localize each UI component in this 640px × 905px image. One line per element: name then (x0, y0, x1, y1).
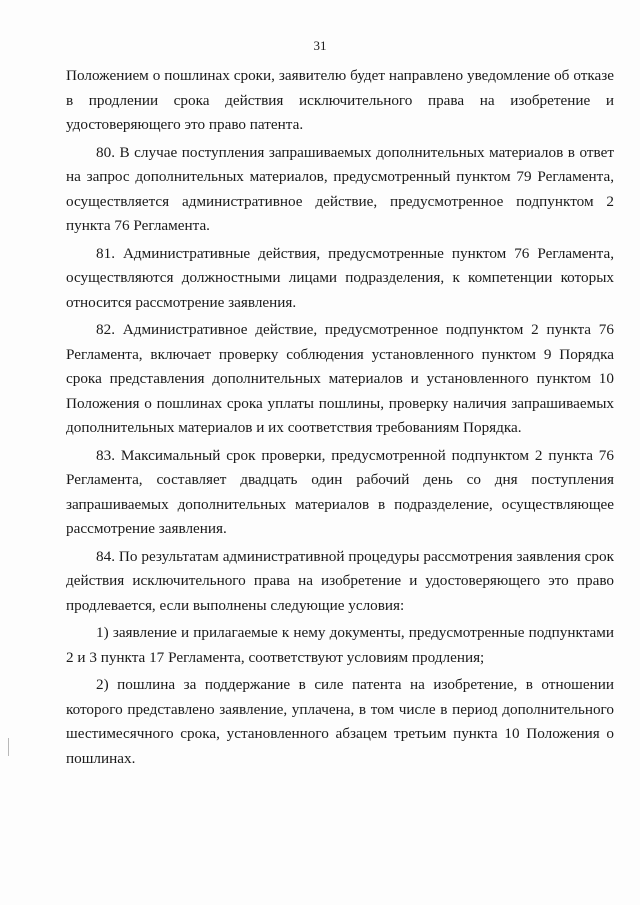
list-item-2: 2) пошлина за поддержание в силе патента на изобретение, в отношении которого представлено заявление, уплачена, в том числе в период дополнительного шестимесячного срока, установленного абзацем третьим пункта 10 Положения о пошлинах. (66, 676, 614, 767)
paragraph-81: 81. Административные действия, предусмотренные пунктом 76 Регламента, осуществляются должностными лицами подразделения, к компетенции которых относится рассмотрение заявления. (66, 244, 614, 311)
document-body (66, 64, 614, 774)
page-number: 31 (313, 38, 327, 53)
paragraph-continuation: Положением о пошлинах сроки, заявителю будет направлено уведомление об отказе в продлении срока действия исключительного права на изобретение и удостоверяющего это право патента. (66, 67, 614, 133)
paragraph-82: 82. Административное действие, предусмотренное подпунктом 2 пункта 76 Регламента, включает проверку соблюдения установленного пунктом 9 Порядка срока представления дополнительных материалов и установленного пунктом 10 Положения о пошлинах срока уплаты пошлины, проверку наличия запрашиваемых дополнительных материалов и их соответствия требованиям Порядка. (66, 321, 614, 436)
paragraph-80: 80. В случае поступления запрашиваемых дополнительных материалов в ответ на запрос дополнительных материалов, предусмотренный пунктом 79 Регламента, осуществляется административное действие, предусмотренное подпунктом 2 пункта 76 Регламента. (66, 143, 614, 234)
paragraph-84: 84. По результатам административной процедуры рассмотрения заявления срок действия исключительного права на изобретение и удостоверяющего это право продлевается, если выполнены следующие условия: (66, 547, 614, 614)
list-item-1: 1) заявление и прилагаемые к нему документы, предусмотренные подпунктами 2 и 3 пункта 17 Регламента, соответствуют условиям продления; (66, 624, 614, 666)
scan-artifact-mark (8, 738, 9, 756)
paragraph-83: 83. Максимальный срок проверки, предусмотренной подпунктом 2 пункта 76 Регламента, составляет двадцать один рабочий день со дня поступления запрашиваемых дополнительных материалов в подразделение, осуществляющее рассмотрение заявления. (66, 446, 614, 537)
